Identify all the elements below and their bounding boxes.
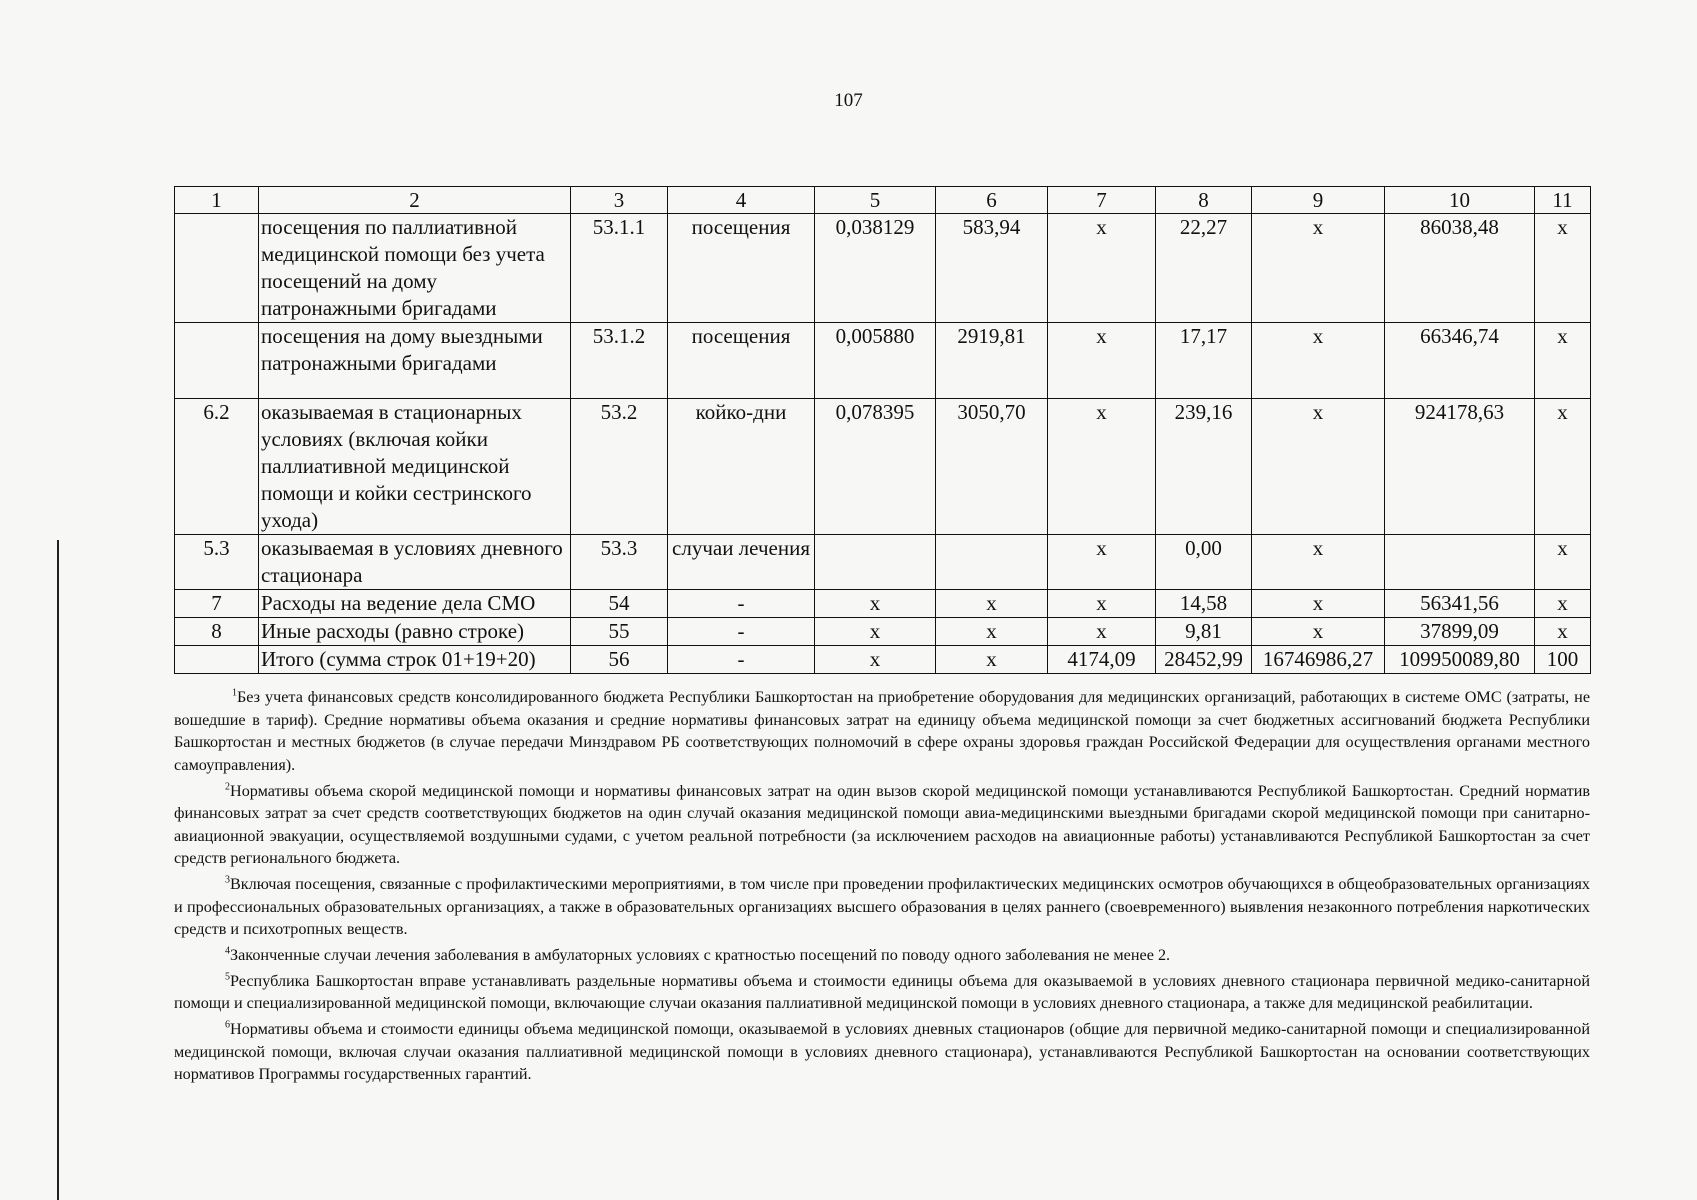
footnote-mark: 6	[225, 1019, 230, 1031]
header-cell: 10	[1385, 187, 1535, 214]
footnote-text: Законченные случаи лечения заболевания в амбулаторных условиях с кратностью посещений по поводу одного заболевания не менее 2.	[230, 946, 1171, 965]
footnote-text: Включая посещения, связанные с профилактическими мероприятиями, в том числе при проведении профилактических медицинских осмотров обучающихся в общеобразовательных организациях и профессиональных образовательных организациях, а также в образовательных организациях высшего образования в целях раннего (своевременного) выявления незаконного потребления наркотических средств и психотропных веществ.	[174, 875, 1590, 939]
table-cell-col-7: х	[1048, 618, 1156, 646]
header-cell: 1	[175, 187, 259, 214]
header-cell: 11	[1535, 187, 1591, 214]
header-cell: 4	[668, 187, 815, 214]
table-cell-col-5: х	[815, 590, 936, 618]
page-number: 107	[834, 90, 863, 111]
table-cell-col-3: 56	[571, 646, 668, 674]
scan-margin-line	[57, 540, 59, 1200]
norms-table	[174, 186, 1591, 674]
table-cell-col-8: 17,17	[1156, 323, 1252, 399]
footnote-mark: 5	[225, 971, 230, 983]
table-cell-col-11: х	[1535, 590, 1591, 618]
table-cell-col-3: 54	[571, 590, 668, 618]
footnote-mark: 3	[225, 874, 230, 886]
table-row	[175, 323, 1591, 399]
table-cell-col-7: х	[1048, 399, 1156, 535]
table-cell-col-4: посещения	[668, 214, 815, 323]
table-cell-col-5: х	[815, 618, 936, 646]
table-cell-col-1: 6.2	[175, 399, 259, 535]
table-cell-col-2: оказываемая в стационарных условиях (включая койки паллиативной медицинской помощи и койки сестринского ухода)	[259, 399, 571, 535]
table-cell-col-7: х	[1048, 535, 1156, 590]
table-cell-col-5	[815, 535, 936, 590]
table-cell-col-2: Итого (сумма строк 01+19+20)	[259, 646, 571, 674]
table-cell-col-10: 86038,48	[1385, 214, 1535, 323]
table-cell-col-11: х	[1535, 214, 1591, 323]
table-row	[175, 590, 1591, 618]
table-header-row	[175, 187, 1591, 214]
footnote-mark: 4	[225, 945, 230, 957]
table-cell-col-9: х	[1252, 399, 1385, 535]
table-cell-col-2: оказываемая в условиях дневного стационара	[259, 535, 571, 590]
table-cell-col-1: 7	[175, 590, 259, 618]
table-cell-col-8: 239,16	[1156, 399, 1252, 535]
table-cell-col-1: 5.3	[175, 535, 259, 590]
table-cell-col-1	[175, 214, 259, 323]
header-cell: 7	[1048, 187, 1156, 214]
table-cell-col-5: х	[815, 646, 936, 674]
table-cell-col-10: 109950089,80	[1385, 646, 1535, 674]
header-cell: 5	[815, 187, 936, 214]
table-cell-col-10: 56341,56	[1385, 590, 1535, 618]
table-cell-col-2: посещения на дому выездными патронажными бригадами	[259, 323, 571, 399]
table-cell-col-9: х	[1252, 535, 1385, 590]
footnote	[174, 780, 1590, 870]
table-cell-col-1	[175, 646, 259, 674]
header-cell: 9	[1252, 187, 1385, 214]
table-row	[175, 618, 1591, 646]
table-cell-col-1	[175, 323, 259, 399]
table-cell-col-3: 53.3	[571, 535, 668, 590]
table-row	[175, 214, 1591, 323]
table-cell-col-1: 8	[175, 618, 259, 646]
table-cell-col-4: посещения	[668, 323, 815, 399]
table-cell-col-3: 53.2	[571, 399, 668, 535]
footnote	[174, 1018, 1590, 1086]
table-cell-col-10: 924178,63	[1385, 399, 1535, 535]
table-cell-col-9: х	[1252, 323, 1385, 399]
table-cell-col-6: 583,94	[936, 214, 1048, 323]
table-cell-col-5: 0,005880	[815, 323, 936, 399]
table-cell-col-6	[936, 535, 1048, 590]
table-cell-col-4: -	[668, 590, 815, 618]
table-cell-col-8: 14,58	[1156, 590, 1252, 618]
footnote-text: Без учета финансовых средств консолидированного бюджета Республики Башкортостан на приобретение оборудования для медицинских организаций, работающих в системе ОМС (затраты, не вошедшие в тариф). Средние нормативы объема оказания и средние нормативы финансовых затрат на единицу объема медицинской помощи за счет бюджетных ассигнований бюджета Республики Башкортостан и местных бюджетов (в случае передачи Минздравом РБ соответствующих полномочий в сфере охраны здоровья граждан Российской Федерации для осуществления органами местного самоуправления).	[174, 688, 1590, 774]
table-cell-col-10	[1385, 535, 1535, 590]
footnote	[174, 970, 1590, 1015]
table-cell-col-4: случаи лечения	[668, 535, 815, 590]
table-cell-col-11: 100	[1535, 646, 1591, 674]
table-cell-col-6: 2919,81	[936, 323, 1048, 399]
footnote-text: Нормативы объема и стоимости единицы объема медицинской помощи, оказываемой в условиях дневных стационаров (общие для первичной медико-санитарной помощи и специализированной медицинской помощи, включая случаи оказания паллиативной медицинской помощи в условиях дневного стационара), устанавливаются Республикой Башкортостан на основании соответствующих нормативов Программы государственных гарантий.	[174, 1020, 1590, 1084]
header-cell: 2	[259, 187, 571, 214]
table-cell-col-9: х	[1252, 618, 1385, 646]
table-cell-col-4: -	[668, 646, 815, 674]
table-cell-col-11: х	[1535, 618, 1591, 646]
table-cell-col-5: 0,078395	[815, 399, 936, 535]
table-cell-col-8: 22,27	[1156, 214, 1252, 323]
table-cell-col-2: посещения по паллиативной медицинской помощи без учета посещений на дому патронажными бригадами	[259, 214, 571, 323]
footnote-mark: 2	[225, 781, 230, 793]
table-cell-col-11: х	[1535, 323, 1591, 399]
table-row	[175, 535, 1591, 590]
table-cell-col-3: 55	[571, 618, 668, 646]
table-cell-col-7: 4174,09	[1048, 646, 1156, 674]
table-cell-col-9: х	[1252, 214, 1385, 323]
table-cell-col-11: х	[1535, 399, 1591, 535]
table-cell-col-6: х	[936, 618, 1048, 646]
table-cell-col-2: Расходы на ведение дела СМО	[259, 590, 571, 618]
table-row	[175, 646, 1591, 674]
table-cell-col-3: 53.1.2	[571, 323, 668, 399]
footnote	[174, 686, 1590, 776]
footnote-text: Республика Башкортостан вправе устанавливать раздельные нормативы объема и стоимости единицы объема для оказываемой в условиях дневного стационара первичной медико-санитарной помощи и специализированной медицинской помощи, включающие случаи оказания паллиативной медицинской помощи в условиях дневного стационара, а также для медицинской реабилитации.	[174, 971, 1590, 1013]
table-cell-col-8: 28452,99	[1156, 646, 1252, 674]
table-cell-col-5: 0,038129	[815, 214, 936, 323]
table-cell-col-7: х	[1048, 323, 1156, 399]
table-cell-col-2: Иные расходы (равно строке)	[259, 618, 571, 646]
table-cell-col-4: койко-дни	[668, 399, 815, 535]
table-cell-col-11: х	[1535, 535, 1591, 590]
table-cell-col-6: 3050,70	[936, 399, 1048, 535]
footnote	[174, 944, 1590, 967]
table-cell-col-6: х	[936, 590, 1048, 618]
header-cell: 6	[936, 187, 1048, 214]
table-row	[175, 399, 1591, 535]
table-cell-col-4: -	[668, 618, 815, 646]
table-cell-col-10: 37899,09	[1385, 618, 1535, 646]
footnote-mark: 1	[232, 687, 237, 699]
table-cell-col-8: 0,00	[1156, 535, 1252, 590]
table-cell-col-9: 16746986,27	[1252, 646, 1385, 674]
table-cell-col-9: х	[1252, 590, 1385, 618]
table-cell-col-6: х	[936, 646, 1048, 674]
footnote-text: Нормативы объема скорой медицинской помощи и нормативы финансовых затрат на один вызов скорой медицинской помощи устанавливаются Республикой Башкортостан. Средний норматив финансовых затрат за счет средств соответствующих бюджетов на один случай оказания медицинской помощи авиа-медицинскими выездными бригадами скорой медицинской помощи при санитарно-авиационной эвакуации, осуществляемой воздушными судами, с учетом реальной потребности (за исключением расходов на авиационные работы) устанавливаются Республикой Башкортостан за счет средств регионального бюджета.	[174, 781, 1590, 868]
footnotes	[174, 686, 1590, 1089]
table-cell-col-7: х	[1048, 590, 1156, 618]
header-cell: 3	[571, 187, 668, 214]
table-cell-col-10: 66346,74	[1385, 323, 1535, 399]
header-cell: 8	[1156, 187, 1252, 214]
footnote	[174, 873, 1590, 941]
table-cell-col-8: 9,81	[1156, 618, 1252, 646]
table-cell-col-3: 53.1.1	[571, 214, 668, 323]
table-cell-col-7: х	[1048, 214, 1156, 323]
